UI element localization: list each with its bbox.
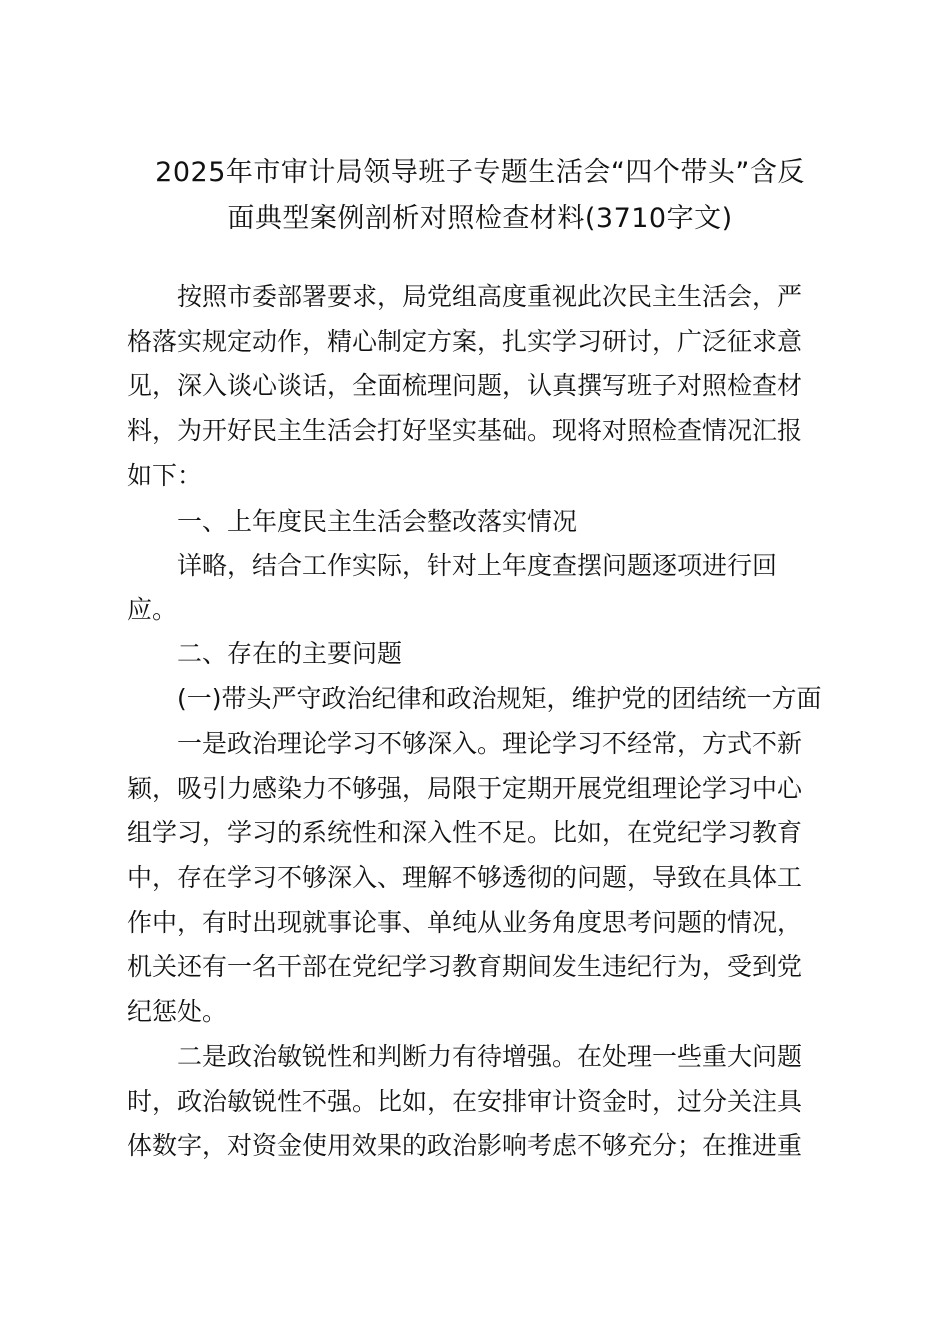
section-heading-1: 一、上年度民主生活会整改落实情况	[177, 507, 578, 536]
body-line: 中，存在学习不够深入、理解不够透彻的问题，导致在具体工	[127, 863, 803, 892]
body-line: 机关还有一名干部在党纪学习教育期间发生违纪行为，受到党	[127, 952, 803, 981]
title-line-1: 2025年市审计局领导班子专题生活会“四个带头”含反	[155, 157, 805, 188]
body-line: 格落实规定动作，精心制定方案，扎实学习研讨，广泛征求意	[127, 327, 803, 356]
body-line: 如下：	[127, 461, 203, 490]
body-line: 颖，吸引力感染力不够强，局限于定期开展党组理论学习中心	[127, 774, 803, 803]
body-line: 作中，有时出现就事论事、单纯从业务角度思考问题的情况，	[127, 908, 803, 937]
document-title	[100, 150, 860, 242]
title-line-2: 面典型案例剖析对照检查材料(3710字文)	[227, 203, 733, 234]
body-line: 体数字，对资金使用效果的政治影响考虑不够充分；在推进重	[127, 1131, 803, 1160]
body-line: 应。	[127, 595, 178, 624]
subsection-heading-1: (一)带头严守政治纪律和政治规矩，维护党的团结统一方面	[177, 684, 822, 713]
body-line: 料，为开好民主生活会打好坚实基础。现将对照检查情况汇报	[127, 416, 803, 445]
body-line: 纪惩处。	[127, 997, 228, 1026]
body-line: 一是政治理论学习不够深入。理论学习不经常，方式不新	[177, 729, 803, 758]
body-line: 二是政治敏锐性和判断力有待增强。在处理一些重大问题	[177, 1042, 803, 1071]
section-heading-2: 二、存在的主要问题	[177, 639, 403, 668]
body-line: 见，深入谈心谈话，全面梳理问题，认真撰写班子对照检查材	[127, 371, 803, 400]
body-line: 时，政治敏锐性不强。比如，在安排审计资金时，过分关注具	[127, 1087, 803, 1116]
body-line: 按照市委部署要求，局党组高度重视此次民主生活会，严	[177, 282, 803, 311]
body-line: 组学习，学习的系统性和深入性不足。比如，在党纪学习教育	[127, 818, 803, 847]
body-line: 详略，结合工作实际，针对上年度查摆问题逐项进行回	[177, 551, 778, 580]
